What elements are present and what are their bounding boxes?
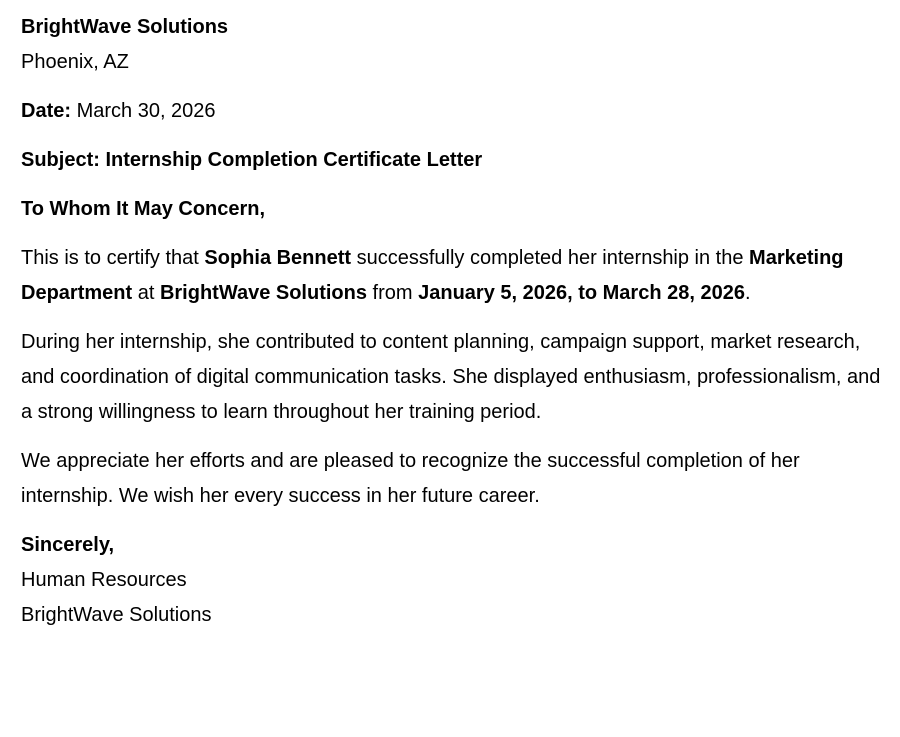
valediction: Sincerely, <box>21 534 115 556</box>
subject-line: Subject: Internship Completion Certificate Letter <box>21 149 483 171</box>
date-value: March 30, 2026 <box>76 100 216 122</box>
date-line <box>21 94 880 129</box>
intern-name: Sophia Bennett <box>204 247 352 269</box>
date-label: Date: <box>21 100 72 122</box>
department-name: Marketing Department <box>21 247 844 304</box>
body-paragraph-1: This is to certify that Sophia Bennett successfully completed her internship in the Marketing Department at BrightWave Solutions from January 5, 2026, to March 28, 2026. <box>21 247 844 304</box>
salutation: To Whom It May Concern, <box>21 198 266 220</box>
body-paragraph-3: We appreciate her efforts and are pleased to recognize the successful completion of her internship. We wish her every success in her future career. <box>21 450 800 507</box>
closing-block <box>21 528 880 633</box>
body-paragraph-2: During her internship, she contributed to content planning, campaign support, market research, and coordination of digital communication tasks. She displayed enthusiasm, professionalism, and a strong willingness to learn throughout her training period. <box>21 331 881 423</box>
sender-location: Phoenix, AZ <box>21 51 129 73</box>
internship-period: January 5, 2026, to March 28, 2026 <box>418 282 745 304</box>
sender-company: BrightWave Solutions <box>21 16 229 38</box>
sender-block <box>21 10 880 80</box>
company-name: BrightWave Solutions <box>159 282 367 304</box>
signer-company: BrightWave Solutions <box>21 604 212 626</box>
signer-name: Human Resources <box>21 569 187 591</box>
